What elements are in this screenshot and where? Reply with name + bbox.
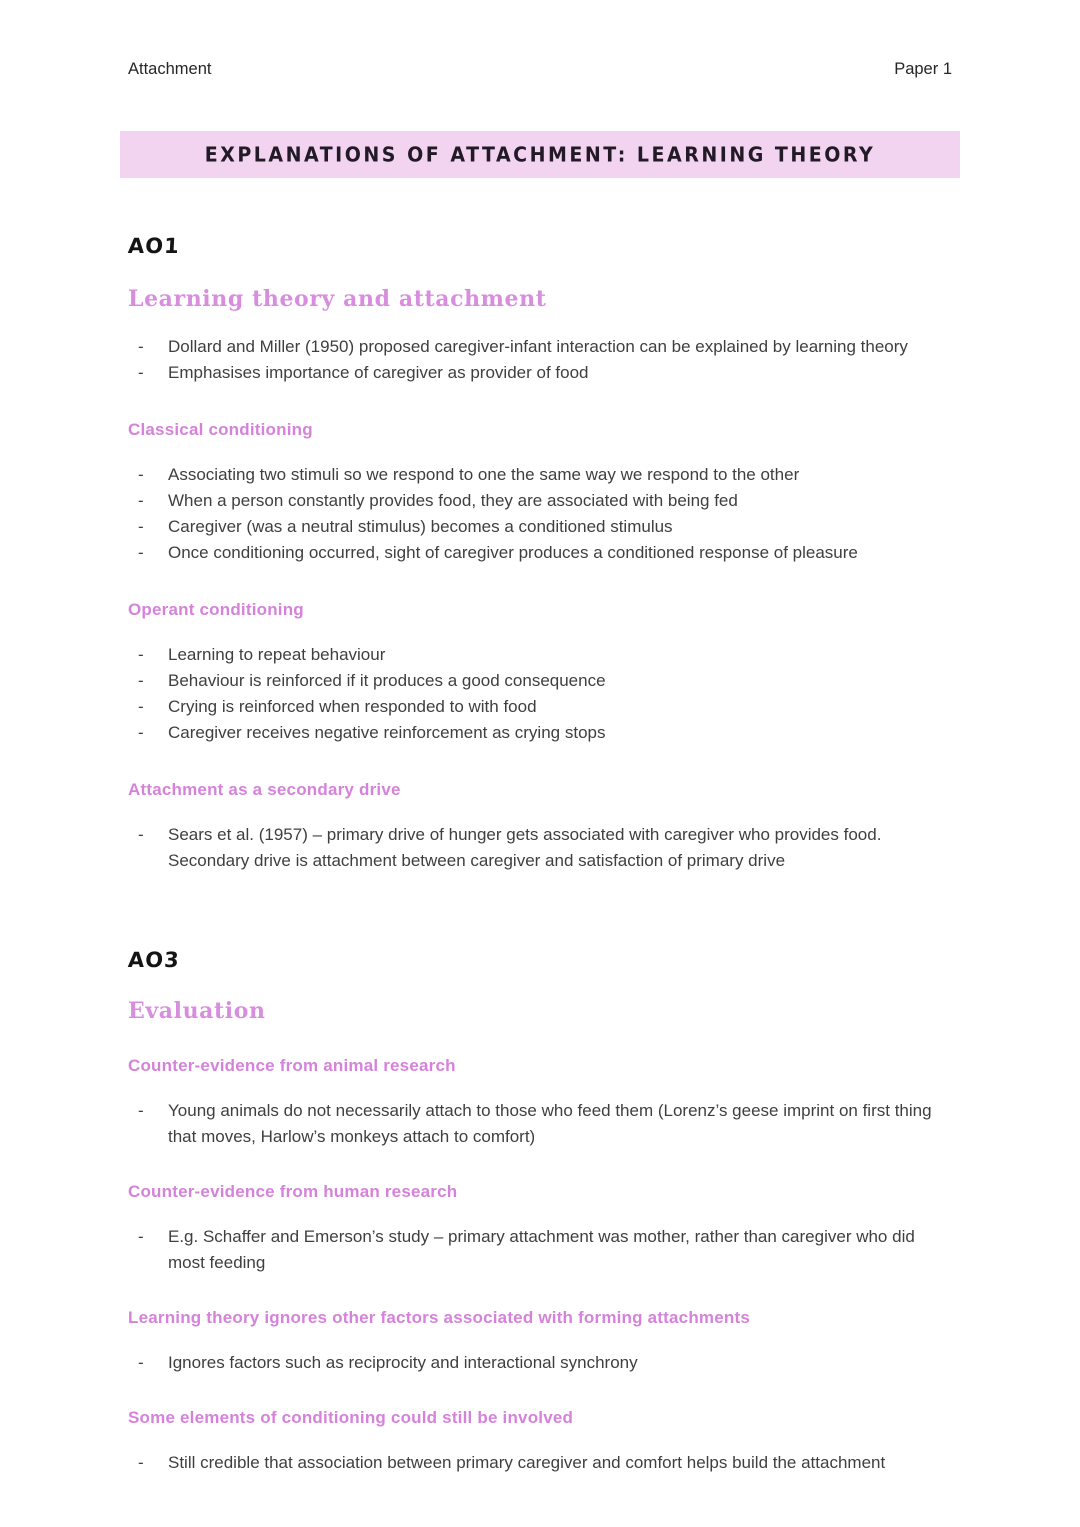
subsection-title: Learning theory ignores other factors associated with forming attachments <box>128 1308 750 1327</box>
human-research-subsection <box>128 1182 952 1276</box>
secondary-drive-subsection <box>128 780 952 874</box>
list-item <box>128 720 952 746</box>
bullet-dash-icon: - <box>138 1101 144 1120</box>
bullet-dash-icon: - <box>138 1227 144 1246</box>
list-item-text: Associating two stimuli so we respond to one the same way we respond to the other <box>168 465 800 484</box>
list-item <box>128 1224 952 1276</box>
running-header <box>128 60 952 79</box>
list-item-text: Behaviour is reinforced if it produces a good consequence <box>168 671 606 690</box>
subsection-bullets <box>128 1098 952 1150</box>
bullet-dash-icon: - <box>138 363 144 382</box>
list-item-text: When a person constantly provides food, they are associated with being fed <box>168 491 738 510</box>
list-item <box>128 540 952 566</box>
ignores-factors-subsection <box>128 1308 952 1376</box>
bullet-dash-icon: - <box>138 1353 144 1372</box>
list-item-text: Ignores factors such as reciprocity and interactional synchrony <box>168 1353 638 1372</box>
subsection-title: Classical conditioning <box>128 420 313 439</box>
bullet-dash-icon: - <box>138 825 144 844</box>
bullet-dash-icon: - <box>138 697 144 716</box>
ao1-heading: Learning theory and attachment <box>128 286 547 312</box>
bullet-dash-icon: - <box>138 491 144 510</box>
subsection-bullets <box>128 1224 952 1276</box>
list-item-text: Once conditioning occurred, sight of caregiver produces a conditioned response of pleasure <box>168 543 858 562</box>
subsection-bullets <box>128 822 952 874</box>
ao1-section <box>128 234 952 874</box>
header-right-text: Paper 1 <box>894 60 952 78</box>
bullet-dash-icon: - <box>138 337 144 356</box>
list-item-text: E.g. Schaffer and Emerson’s study – primary attachment was mother, rather than caregiver who did most feeding <box>168 1227 915 1272</box>
list-item <box>128 514 952 540</box>
list-item <box>128 488 952 514</box>
subsection-title: Attachment as a secondary drive <box>128 780 401 799</box>
header-left-text: Attachment <box>128 60 212 78</box>
list-item-text: Learning to repeat behaviour <box>168 645 386 664</box>
subsection-bullets <box>128 1350 952 1376</box>
list-item-text: Still credible that association between primary caregiver and comfort helps build the attachment <box>168 1453 886 1472</box>
subsection-title: Counter-evidence from animal research <box>128 1056 456 1075</box>
list-item <box>128 642 952 668</box>
operant-conditioning-subsection <box>128 600 952 746</box>
classical-conditioning-subsection <box>128 420 952 566</box>
list-item-text: Emphasises importance of caregiver as provider of food <box>168 363 589 382</box>
list-item-text: Sears et al. (1957) – primary drive of hunger gets associated with caregiver who provides food. Secondary drive is attachment between caregiver and satisfaction of primary drive <box>168 825 882 870</box>
bullet-dash-icon: - <box>138 671 144 690</box>
list-item-text: Young animals do not necessarily attach to those who feed them (Lorenz’s geese imprint on first thing that moves, Harlow’s monkeys attach to comfort) <box>168 1101 932 1146</box>
list-item-text: Caregiver receives negative reinforcement as crying stops <box>168 723 606 742</box>
list-item <box>128 462 952 488</box>
bullet-dash-icon: - <box>138 645 144 664</box>
list-item <box>128 334 952 360</box>
page-title: EXPLANATIONS OF ATTACHMENT: LEARNING THEORY <box>204 142 876 167</box>
list-item <box>128 1450 952 1476</box>
bullet-dash-icon: - <box>138 543 144 562</box>
conditioning-involved-subsection <box>128 1408 952 1476</box>
bullet-dash-icon: - <box>138 1453 144 1472</box>
list-item <box>128 822 952 874</box>
subsection-title: Operant conditioning <box>128 600 304 619</box>
ao3-label: AO3 <box>127 948 181 972</box>
subsection-bullets <box>128 642 952 746</box>
ao1-intro-bullets <box>128 334 952 386</box>
list-item-text: Dollard and Miller (1950) proposed caregiver-infant interaction can be explained by learning theory <box>168 337 908 356</box>
bullet-dash-icon: - <box>138 517 144 536</box>
list-item <box>128 694 952 720</box>
bullet-dash-icon: - <box>138 723 144 742</box>
ao3-section <box>128 948 952 1476</box>
bullet-dash-icon: - <box>138 465 144 484</box>
list-item <box>128 1350 952 1376</box>
subsection-bullets <box>128 462 952 566</box>
animal-research-subsection <box>128 1056 952 1150</box>
ao3-heading: Evaluation <box>128 998 266 1024</box>
subsection-title: Counter-evidence from human research <box>128 1182 458 1201</box>
title-banner <box>120 131 960 178</box>
list-item <box>128 360 952 386</box>
list-item <box>128 1098 952 1150</box>
list-item <box>128 668 952 694</box>
subsection-title: Some elements of conditioning could still be involved <box>128 1408 574 1427</box>
ao1-label: AO1 <box>127 234 181 258</box>
subsection-bullets <box>128 1450 952 1476</box>
list-item-text: Crying is reinforced when responded to with food <box>168 697 537 716</box>
list-item-text: Caregiver (was a neutral stimulus) becomes a conditioned stimulus <box>168 517 673 536</box>
